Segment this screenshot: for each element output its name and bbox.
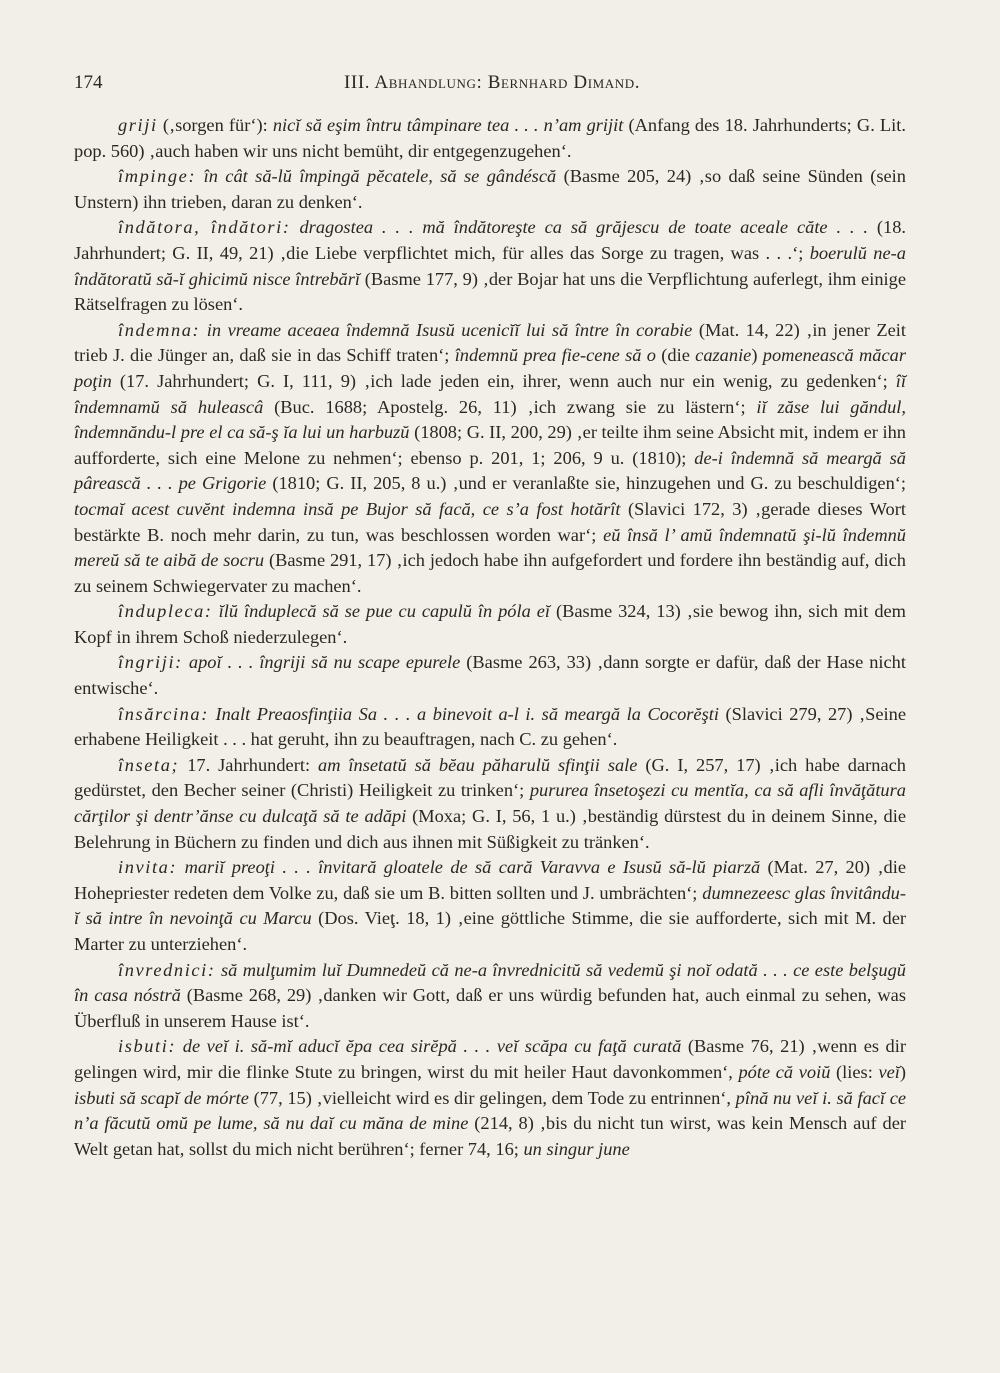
romanian-quote: am însetatŭ să bĕau păharulŭ sfinţii sale <box>318 754 638 775</box>
romanian-quote: cazanie <box>695 345 752 366</box>
entry-text <box>196 166 203 186</box>
entry-text: (Basme 76, 21) ‚wenn es dir gelingen wird, mir die flinke Stute zu bringen, wirst du mit heiler Haut davonkommen‘, <box>74 1036 906 1082</box>
entry-headword: învrednici: <box>118 959 216 980</box>
entry-headword: griji <box>118 115 158 135</box>
romanian-quote: dragostea . . . mă îndătoreşte ca să grăjescu de toate aceale căte . . . <box>299 217 868 238</box>
romanian-quote: isbuti să scapĭ de mórte <box>74 1087 249 1108</box>
entry-text: (Anfang des 18. Jahrhunderts; G. Lit. pop. 560) ‚auch haben wir uns nicht bemüht, dir entgegenzugehen‘. <box>74 115 906 161</box>
entry-text: (lies: <box>830 1061 879 1082</box>
page-header <box>74 72 906 102</box>
entry-text: (Basme 324, 13) ‚sie bewog ihn, sich mit dem Kopf in ihrem Schoß niederzulegen‘. <box>74 601 906 647</box>
romanian-quote: în cât să-lŭ împingă pĕcatele, să se gândéscă <box>203 166 557 187</box>
romanian-quote: mariĭ preoţi . . . învitară gloatele de să cară Varavva e Isusŭ să-lŭ piarză <box>184 857 761 878</box>
entry-text: 17. Jahrhundert: <box>179 754 319 775</box>
entry-text: (18. Jahrhundert; G. II, 49, 21) ‚die Liebe verpflichtet mich, für alles das Sorge zu tragen, was . . .‘; <box>74 217 906 263</box>
entry-headword: îndătora, îndători: <box>118 217 291 238</box>
romanian-quote: îndemnŭ prea fie-cene să o <box>454 345 656 366</box>
entry-text: (Basme 291, 17) ‚ich jedoch habe ihn aufgefordert und fordere ihn beständig auf, dich zu seinem Schwiegervater zu machen‘. <box>74 550 906 596</box>
entry-headword: isbuti: <box>118 1036 177 1057</box>
romanian-quote: de-i îndemnă să meargă să pârească . . . pe Grigorie <box>74 447 906 494</box>
entry-text: ) <box>899 1061 906 1082</box>
dictionary-entry <box>74 855 906 957</box>
entry-text: (‚sorgen für‘): <box>157 115 273 135</box>
entry-text: (17. Jahrhundert; G. I, 111, 9) ‚ich lade jeden ein, ihrer, wenn auch nur ein wenig, zu gedenken‘; <box>111 370 896 391</box>
romanian-quote: eŭ însă l’ amŭ îndemnatŭ şi-lŭ îndemnŭ mereŭ să te aibă de socru <box>74 524 906 571</box>
entry-text: (1810; G. II, 205, 8 u.) ‚und er veranlaßte sie, hinzugehen und G. zu beschuldigen‘; <box>266 473 907 494</box>
entry-text: (Slavici 172, 3) ‚gerade dieses Wort bestärkte B. noch mehr darin, zu tun, was beschlossen worden war‘; <box>74 498 906 545</box>
page-number: 174 <box>74 72 103 93</box>
romanian-quote: apoĭ . . . îngriji să nu scape epurele <box>188 652 461 673</box>
entry-headword: înseta; <box>118 754 180 775</box>
romanian-quote: un singur june <box>523 1138 630 1159</box>
romanian-quote: veĭ <box>878 1061 900 1082</box>
romanian-quote: boerulŭ ne-a îndătoratŭ să-ĭ ghicimŭ nisce întrebărĭ <box>74 242 906 289</box>
entry-text: (77, 15) ‚vielleicht wird es dir gelingen, dem Tode zu entrinnen‘, <box>248 1087 736 1108</box>
entry-text: (Basme 263, 33) ‚dann sorgte er dafür, daß der Hase nicht entwische‘. <box>74 652 906 699</box>
entry-headword: îngriji: <box>118 652 183 673</box>
dictionary-entry <box>74 164 906 215</box>
romanian-quote: să mulţumim luĭ Dumnedeŭ că ne-a învrednicitŭ să vedemŭ şi noĭ odată . . . ce este belşugŭ în casa nóstră <box>74 959 906 1006</box>
dictionary-entry <box>74 702 906 753</box>
romanian-quote: pînă nu veĭ i. să facĭ ce n’a făcutŭ omŭ pe lume, să nu daĭ cu măna de mine <box>74 1087 907 1134</box>
romanian-quote: ĭlŭ înduplecă să se pue cu capulŭ în póla eĭ <box>218 601 551 622</box>
dictionary-entry <box>74 650 906 701</box>
romanian-quote: pururea însetoşezi cu mentĭa, ca să afli învăţătura cărţilor şi dentr’ănse cu dulcaţă să te adăpi <box>74 780 906 827</box>
dictionary-entry <box>74 113 906 164</box>
romanian-quote: nicĭ să eşim întru tâmpinare tea . . . n’am grijit <box>272 115 624 135</box>
dictionary-entry <box>74 318 906 600</box>
entry-headword: invita: <box>118 857 178 878</box>
entry-headword: îndupleca: <box>118 601 213 622</box>
entry-text: (Basme 177, 9) ‚der Bojar hat uns die Verpflichtung auferlegt, ihm einige Rätselfragen zu lösen‘. <box>74 268 906 315</box>
romanian-quote: in vreame aceaea îndemnă Isusŭ ucenicĭĭ lui să între în corabie <box>206 319 693 340</box>
entry-text: (Mat. 27, 20) ‚die Hohepriester redeten dem Volke zu, daß sie um B. bitten sollten und J. umbrächten‘; <box>74 857 906 903</box>
romanian-quote: tocmaĭ acest cuvĕnt indemna insă pe Bujor să facă, ce s’a fost hotărît <box>74 498 621 519</box>
entry-headword: însărcina: <box>118 703 209 724</box>
romanian-quote: póte că voiŭ <box>738 1061 831 1082</box>
romanian-quote: dumnezeesc glas învitându-ĭ să intre în nevoinţă cu Marcu <box>74 882 906 929</box>
romanian-quote: îĭ îndemnamŭ să huleascâ <box>74 370 906 417</box>
romanian-quote: pomenească măcar poţin <box>74 345 906 391</box>
entry-headword: împinge: <box>118 166 197 187</box>
entry-text: (1808; G. II, 200, 29) ‚er teilte ihm seine Absicht mit, indem er ihn aufforderte, sich eine Melone zu nehmen‘; ebenso p. 201, 1; 206, 9 u. (1810); <box>74 422 907 468</box>
entry-text: (Basme 268, 29) ‚danken wir Gott, daß er uns würdig befunden hat, auch einmal zu sehen, was Überfluß in unserem Hause ist‘. <box>74 985 906 1031</box>
entry-text: ) <box>751 345 763 366</box>
page-body <box>74 113 906 1162</box>
romanian-quote: de veĭ i. să-mĭ aducĭ ĕpa cea sirĕpă . . . veĭ scăpa cu faţă curată <box>182 1036 682 1057</box>
romanian-quote: iĭ zăse lui găndul, îndemnăndu-l pre el ca să-ş ĭa lui un harbuzŭ <box>74 396 906 443</box>
dictionary-entry <box>74 1034 906 1162</box>
entry-text: (G. I, 257, 17) ‚ich habe darnach gedürstet, den Becher seiner (Christi) Heiligkeit zu trinken‘; <box>74 754 906 801</box>
dictionary-entry <box>74 958 906 1035</box>
entry-text: (Slavici 279, 27) ‚Seine erhabene Heiligkeit . . . hat geruht, ihn zu beauftragen, nach C. zu gehen‘. <box>74 703 906 750</box>
entry-headword: îndemna: <box>118 319 201 340</box>
romanian-quote: Inalt Preaosfinţiia Sa . . . a binevoit a-l i. să meargă la Cocorĕşti <box>215 703 719 724</box>
running-head: III. Abhandlung: Bernhard Dimand. <box>344 72 641 93</box>
dictionary-entry <box>74 599 906 650</box>
entry-text: (214, 8) ‚bis du nicht tun wirst, was kein Mensch auf der Welt getan hat, sollst du mich nicht berühren‘; ferner 74, 16; <box>74 1113 906 1159</box>
dictionary-entry <box>74 753 906 855</box>
entry-text: (Dos. Vieţ. 18, 1) ‚eine göttliche Stimme, die sie aufforderte, sich mit M. der Marter zu unterziehen‘. <box>74 908 907 954</box>
entry-text <box>177 857 184 877</box>
entry-text: (Moxa; G. I, 56, 1 u.) ‚beständig dürstest du in deinem Sinne, die Belehrung in Büchern zu finden und dich aus ihnen mit Süßigkeit zu tränken‘. <box>74 806 906 852</box>
entry-text: (Basme 205, 24) ‚so daß seine Sünden (sein Unstern) ihn trieben, daran zu denken‘. <box>74 166 906 212</box>
dictionary-entry <box>74 215 906 317</box>
entry-text: (die <box>655 345 696 366</box>
entry-text: (Mat. 14, 22) ‚in jener Zeit trieb J. die Jünger an, daß sie in das Schiff traten‘; <box>74 319 907 366</box>
entry-text: (Buc. 1688; Apostelg. 26, 11) ‚ich zwang sie zu lästern‘; <box>263 396 757 417</box>
